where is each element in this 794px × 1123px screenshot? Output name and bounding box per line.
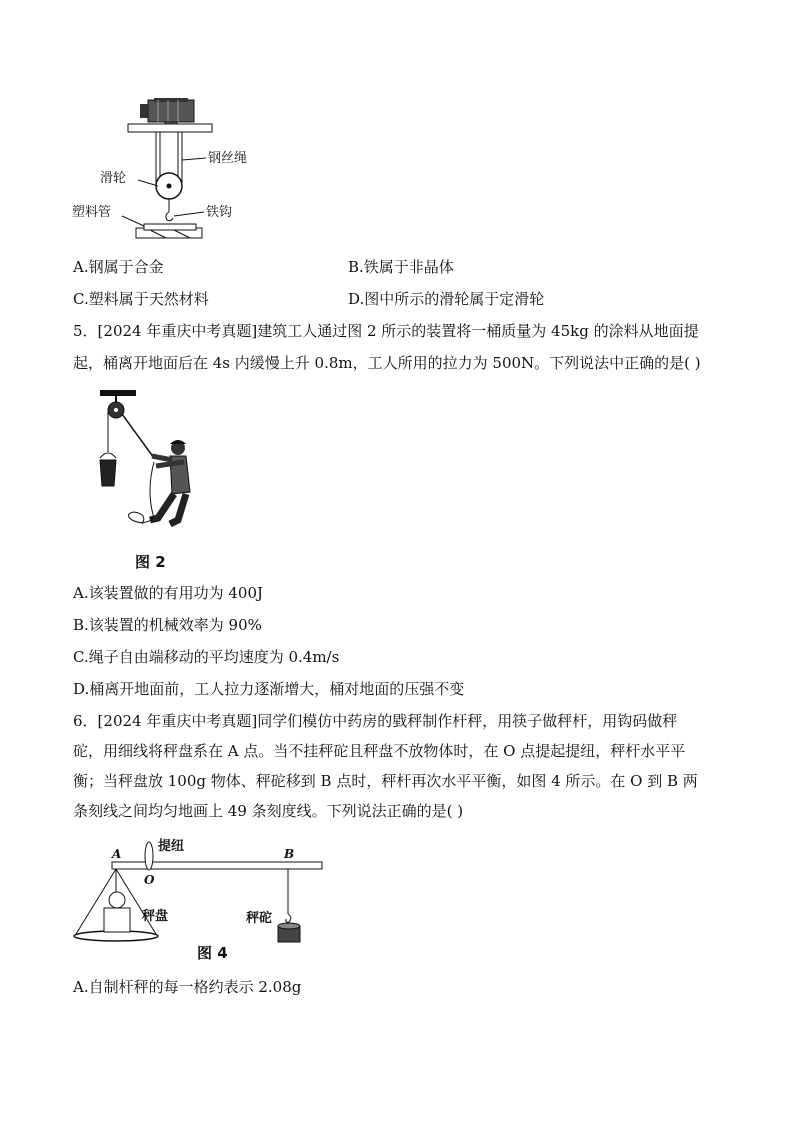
wire-rope-label: 钢丝绳 xyxy=(208,151,248,166)
steelyard-figure xyxy=(72,838,332,948)
figure-4-caption: 图 4 xyxy=(197,944,228,962)
q6-stem-line-1: 6．[2024 年重庆中考真题]同学们模仿中药房的戥秤制作杆秤，用筷子做秤杆，用钩码做秤 xyxy=(73,712,678,730)
q4-option-c: C.塑料属于天然材料 xyxy=(73,290,209,308)
point-a-label: A xyxy=(112,847,122,861)
point-o-label: O xyxy=(144,873,155,887)
pan-label: 秤盘 xyxy=(142,909,169,924)
q5-option-d: D.桶离开地面前，工人拉力逐渐增大，桶对地面的压强不变 xyxy=(73,680,465,698)
iron-hook-label: 铁钩 xyxy=(206,205,233,220)
q4-option-a: A.钢属于合金 xyxy=(73,258,164,276)
knob-label: 提纽 xyxy=(158,839,185,854)
q6-option-a: A.自制杆秤的每一格约表示 2.08g xyxy=(73,978,302,996)
worker-pulley-figure xyxy=(92,390,212,540)
q4-option-d: D.图中所示的滑轮属于定滑轮 xyxy=(348,290,545,308)
q5-stem-line-1: 5．[2024 年重庆中考真题]建筑工人通过图 2 所示的装置将一桶质量为 45kg 的涂料从地面提 xyxy=(73,322,699,340)
q5-option-c: C.绳子自由端移动的平均速度为 0.4m/s xyxy=(73,648,340,666)
q4-option-b: B.铁属于非晶体 xyxy=(348,258,454,276)
point-b-label: B xyxy=(284,847,295,861)
q5-option-a: A.该装置做的有用功为 400J xyxy=(73,584,264,602)
counterweight-label: 秤砣 xyxy=(246,911,273,926)
plastic-pipe-label: 塑料管 xyxy=(72,205,112,220)
q6-stem-line-3: 衡；当秤盘放 100g 物体、秤砣移到 B 点时，秤杆再次水平平衡，如图 4 所示。在 O 到 B 两 xyxy=(73,772,698,790)
q5-option-b: B.该装置的机械效率为 90% xyxy=(73,616,262,634)
pulley-label: 滑轮 xyxy=(100,171,127,186)
figure-2-caption: 图 2 xyxy=(135,553,166,571)
q6-stem-line-4: 条刻线之间均匀地画上 49 条刻度线。下列说法正确的是( ) xyxy=(73,802,464,820)
pulley-apparatus-figure xyxy=(70,90,270,250)
q6-stem-line-2: 砣，用细线将秤盘系在 A 点。当不挂秤砣且秤盘不放物体时，在 O 点提起提纽，秤杆水平平 xyxy=(73,742,686,760)
q5-stem-line-2: 起，桶离开地面后在 4s 内缓慢上升 0.8m，工人所用的拉力为 500N。下列说法中正确的是( ) xyxy=(73,354,701,372)
